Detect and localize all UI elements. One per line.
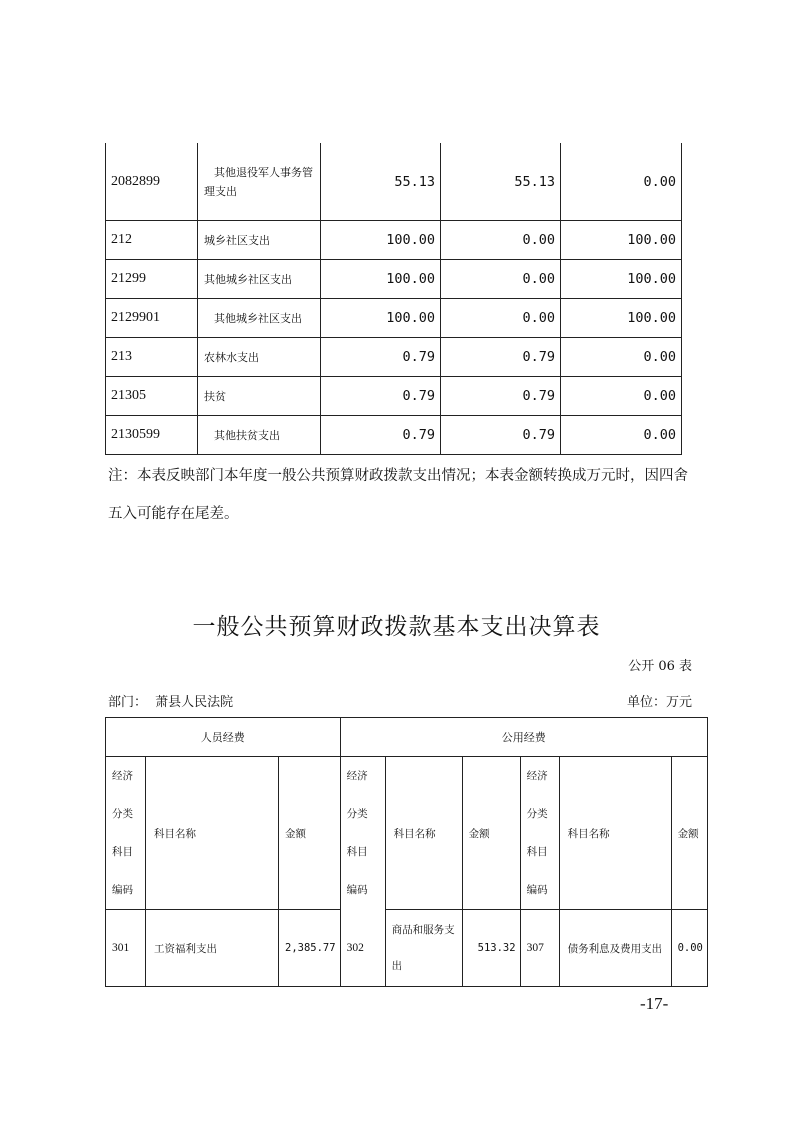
table-note-line-1: 注：本表反映部门本年度一般公共预算财政拨款支出情况；本表金额转换成万元时，因四舍	[108, 468, 688, 484]
header-line: 分类	[526, 808, 548, 820]
header-line: 分类	[346, 808, 368, 821]
row-code: 21299	[106, 260, 198, 299]
table-row	[106, 910, 708, 987]
public-name	[385, 910, 462, 987]
row-basic: 0.00	[441, 260, 561, 299]
department-label	[108, 691, 233, 710]
column-header-row	[106, 757, 708, 910]
row-project: 100.00	[561, 221, 682, 260]
row-name: 农林水支出	[198, 338, 321, 377]
table-row	[106, 143, 682, 221]
public-name-line: 商品和服务支	[391, 924, 455, 936]
header-line: 编码	[526, 884, 548, 896]
row-total: 0.79	[321, 416, 441, 455]
personnel-expense-header: 人员经费	[106, 718, 341, 757]
table-note-line-2: 五入可能存在尾差。	[108, 506, 239, 522]
group-header-row	[106, 718, 708, 757]
public-code: 302	[340, 910, 385, 987]
row-total: 0.79	[321, 377, 441, 416]
row-name: 其他扶贫支出	[198, 416, 321, 455]
header-line: 编码	[346, 884, 368, 897]
row-total: 100.00	[321, 260, 441, 299]
public-name-line: 出	[391, 960, 403, 972]
table-id-label: 公开 06 表	[628, 659, 692, 674]
personnel-code: 301	[106, 910, 146, 987]
subject-name-header: 科目名称	[385, 757, 462, 910]
table-row	[106, 377, 682, 416]
header-line: 分类	[112, 808, 133, 820]
row-project: 0.00	[561, 416, 682, 455]
public-code-2: 307	[520, 910, 559, 987]
row-code: 213	[106, 338, 198, 377]
personnel-amount: 2,385.77	[279, 910, 341, 987]
row-name-line: 其他退役军人事务管	[214, 165, 313, 179]
header-line: 经济	[346, 770, 368, 783]
table-row	[106, 299, 682, 338]
page-number: -17-	[640, 994, 669, 1013]
row-name	[198, 143, 321, 221]
row-basic: 0.79	[441, 377, 561, 416]
amount-header: 金额	[279, 757, 341, 910]
public-name-2: 债务利息及费用支出	[559, 910, 671, 987]
row-name: 扶贫	[198, 377, 321, 416]
header-line: 科目	[112, 846, 133, 858]
row-code: 21305	[106, 377, 198, 416]
econ-code-header	[106, 757, 146, 910]
header-line: 经济	[526, 770, 548, 782]
header-line: 编码	[112, 884, 133, 896]
row-code: 2129901	[106, 299, 198, 338]
row-basic: 0.79	[441, 416, 561, 455]
department-key: 部门：	[108, 695, 148, 710]
row-basic: 0.00	[441, 299, 561, 338]
table-row	[106, 416, 682, 455]
row-project: 0.00	[561, 338, 682, 377]
header-line: 科目	[526, 846, 548, 858]
row-basic: 0.79	[441, 338, 561, 377]
row-code: 2082899	[106, 143, 198, 221]
subject-name-header: 科目名称	[146, 757, 279, 910]
unit-label: 单位：万元	[626, 695, 692, 710]
row-name: 其他城乡社区支出	[198, 299, 321, 338]
table-row	[106, 260, 682, 299]
row-project: 100.00	[561, 299, 682, 338]
personnel-name: 工资福利支出	[146, 910, 279, 987]
subject-name-header: 科目名称	[559, 757, 671, 910]
row-name-line: 理支出	[204, 184, 237, 198]
public-amount: 513.32	[462, 910, 520, 987]
row-name: 其他城乡社区支出	[198, 260, 321, 299]
row-total: 100.00	[321, 221, 441, 260]
row-project: 0.00	[561, 143, 682, 221]
econ-code-header	[520, 757, 559, 910]
public-amount-2: 0.00	[671, 910, 707, 987]
row-name: 城乡社区支出	[198, 221, 321, 260]
row-code: 212	[106, 221, 198, 260]
row-total: 0.79	[321, 338, 441, 377]
row-code: 2130599	[106, 416, 198, 455]
row-total: 100.00	[321, 299, 441, 338]
row-total: 55.13	[321, 143, 441, 221]
table-row	[106, 338, 682, 377]
public-expense-header: 公用经费	[340, 718, 707, 757]
section-title: 一般公共预算财政拨款基本支出决算表	[192, 614, 601, 640]
expenditure-detail-table	[105, 143, 682, 455]
row-basic: 55.13	[441, 143, 561, 221]
header-line: 科目	[346, 846, 368, 859]
department-value: 萧县人民法院	[155, 695, 234, 710]
amount-header: 金额	[671, 757, 707, 910]
row-basic: 0.00	[441, 221, 561, 260]
row-project: 0.00	[561, 377, 682, 416]
amount-header: 金额	[462, 757, 520, 910]
header-line: 经济	[112, 770, 133, 782]
econ-code-header	[340, 757, 385, 910]
row-project: 100.00	[561, 260, 682, 299]
table-row	[106, 221, 682, 260]
basic-expenditure-table	[105, 717, 708, 987]
